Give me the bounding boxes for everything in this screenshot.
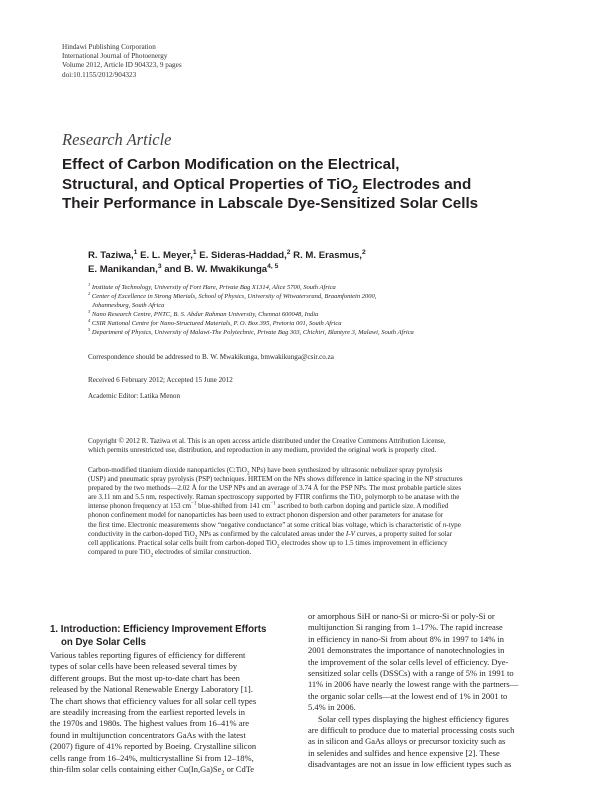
author: E. Manikandan, [88, 263, 158, 275]
correspondence: Correspondence should be addressed to B. W. Mwakikunga, bmwakikunga@csir.co.za [88, 353, 334, 361]
journal-header [62, 43, 182, 80]
body-line: or amorphous SiH or nano-Si or micro-Si or poly-Si or [308, 611, 495, 621]
body-line: in selenides and sulfides and hence expensive [2]. These [308, 747, 500, 758]
author: E. Sideras-Haddad, [196, 250, 287, 261]
body-line: multijunction Si ranging from 1–17%. The rapid increase [308, 622, 503, 633]
body-line: the 1970s and 1980s. The highest values from 16–41% are [50, 718, 250, 729]
affiliation-3: $^3$ Nano Research Centre, PNTC, B. S. Abdur Rahman University, Chennai 600048, India [88, 309, 319, 319]
author: R. Taziwa, [88, 250, 134, 261]
abstract-line: phonon confinement model for nanoparticles has been used to extract phonon dispersion and other parameters for anatase for [88, 511, 444, 520]
body-line: The chart shows that efficiency values for all solar cell types [50, 695, 257, 706]
body-line: types of solar cells have been released several times by [50, 661, 238, 672]
body-line: disadvantages are not an issue in low efficient types such as [308, 759, 512, 770]
authors-line-1: R. Taziwa,$^1$ E. L. Meyer,$^1$ E. Sideras-Haddad,$^2$ R. M. Erasmus,$^2$ [88, 248, 366, 261]
body-line: are difficult to produce due to material processing costs such [308, 725, 515, 736]
abstract-line: cell applications. Practical solar cells built from carbon-doped TiO$_2$ electrodes show up to 1.5 times improvement in efficiency [88, 538, 448, 550]
author: E. L. Meyer, [137, 250, 193, 261]
abstract-line: prepared by the two methods—2.02 Å for the USP NPs and an average of 3.74 Å for the PSP NPs. The most probable particle sizes [88, 484, 462, 493]
body-line: in efficiency in nano-Si from about 8% in 1997 to 14% in [308, 633, 505, 644]
author: R. M. Erasmus, [290, 250, 362, 261]
affiliation-2: $^2$ Center of Excellence in Strong Mterials, School of Physics, University of Witwatersrand, Braamfontein 2000, [88, 290, 377, 301]
doi: doi:10.1155/2012/904323 [62, 70, 137, 79]
body-line: cells range from 16–24%, multicrystalline Si from 12–18%, [50, 752, 254, 763]
body-line: thin-film solar cells containing either $Cu(In,Ga)Se_2$ or CdTe [50, 764, 255, 777]
author: and B. W. Mwakikunga [161, 263, 268, 275]
body-line: Various tables reporting figures of efficiency for different [50, 650, 246, 660]
body-line: found in multijunction concentrators GaAs with the latest [50, 729, 246, 740]
title-line-3: Their Performance in Labscale Dye-Sensitized Solar Cells [62, 195, 479, 213]
copyright-notice: Copyright © 2012 R. Taziwa et al. This is an open access article distributed under the Creative Commons Attribution License, which permits unrestricted use, distribution, and reproduction in any medium, provided the original work is properly cited. [88, 437, 446, 455]
section-heading: 1. Introduction: Efficiency Improvement Efforts on Dye Solar Cells [50, 624, 267, 648]
abstract-line: are 3.11 nm and 5.5 nm, respectively. Raman spectroscopy supported by FTIR confirms the TiO$_2$ polymorph to be anatase with the [88, 493, 460, 504]
journal-name: International Journal of Photoenergy [62, 52, 168, 61]
abstract-line: the first time. Electronic measurements show “negative conductance” at some critical bias voltage, which is characteristic of n-type [88, 520, 461, 529]
affiliation-1: $^1$ Institute of Technology, University of Fort Hare, Private Bag X1314, Alice 5700, South Africa [88, 281, 336, 291]
body-line: released by the National Renewable Energy Laboratory [1]. [50, 684, 253, 695]
body-line: 5.4% in 2006. [308, 702, 356, 713]
author-list [88, 249, 366, 276]
article-type: Research Article [62, 130, 172, 149]
title-line-1: Effect of Carbon Modification on the Electrical, [62, 156, 400, 173]
title-line-2: Structural, and Optical Properties of TiO$_2$ Electrodes and [62, 175, 472, 196]
paper-title [62, 155, 562, 214]
affiliation-2-cont: Johannesburg, South Africa [92, 302, 165, 310]
academic-editor: Academic Editor: Latika Menon [88, 392, 180, 400]
body-line: different groups. But the most up-to-date chart has been [50, 672, 240, 683]
body-line: (2007) figure of 41% reported by Boeing. Crystalline silicon [50, 741, 257, 752]
body-line: 2001 demonstrates the importance of nanotechnologies in [308, 645, 505, 656]
affiliation-4: $^4$ CSIR National Centre for Nano-Structured Materials, P. O. Box 395, Pretoria 001, South Africa [88, 318, 342, 328]
body-column-right [308, 611, 554, 771]
abstract-line: (USP) and pneumatic spray pyrolysis (PSP) techniques. HRTEM on the NPs shows difference in lattice spacing in the NP structures [88, 475, 463, 484]
abstract [88, 466, 552, 557]
body-line: Solar cell types displaying the highest efficiency figures [318, 713, 509, 724]
body-line: 11% in 2006 have nearly the lowest range with the partners— [308, 679, 519, 690]
volume-info: Volume 2012, Article ID 904323, 9 pages [62, 61, 182, 70]
body-line: are steadily increasing from the earliest reported levels in [50, 707, 245, 718]
abstract-line: compared to pure TiO$_2$ electrodes of similar construction. [88, 547, 252, 559]
body-column-left [50, 650, 296, 775]
body-line: the organic solar cells—at the lowest end of 1% in 2001 to [308, 690, 508, 701]
abstract-line: Carbon-modified titanium dioxide nanoparticles (C:TiO$_2$ NPs) have been synthesized by ultrasonic nebulizer spray pyrolysis [88, 466, 443, 477]
body-line: the improvement of the solar cells level of efficiency. Dye- [308, 656, 509, 667]
authors-line-2: E. Manikandan,$^3$ and B. W. Mwakikunga$^{4, 5}$ [88, 262, 279, 275]
received-date: Received 6 February 2012; Accepted 15 June 2012 [88, 376, 233, 384]
affiliation-5: $^5$ Department of Physics, University of Malawi-The Polytechnic, Private Bag 303, Chichiri, Blantyre 3, Malawi, South Africa [88, 327, 414, 337]
body-line: sensitized solar cells (DSSCs) with a range of 5% in 1991 to [308, 668, 514, 679]
body-line: as in silicon and GaAs alloys or precursor toxicity such as [308, 736, 506, 747]
abstract-line: conductivity in the carbon-doped TiO$_2$ NPs as confirmed by the calculated areas under the I-V curves, a property suited for solar [88, 529, 453, 541]
affiliations [88, 283, 548, 338]
publisher: Hindawi Publishing Corporation [62, 43, 156, 51]
abstract-line: intense phonon frequency at 153 $cm^{-1}$ blue-shifted from 141 $cm^{-1}$ ascribed to both carbon doping and particle size. A modified [88, 502, 449, 511]
